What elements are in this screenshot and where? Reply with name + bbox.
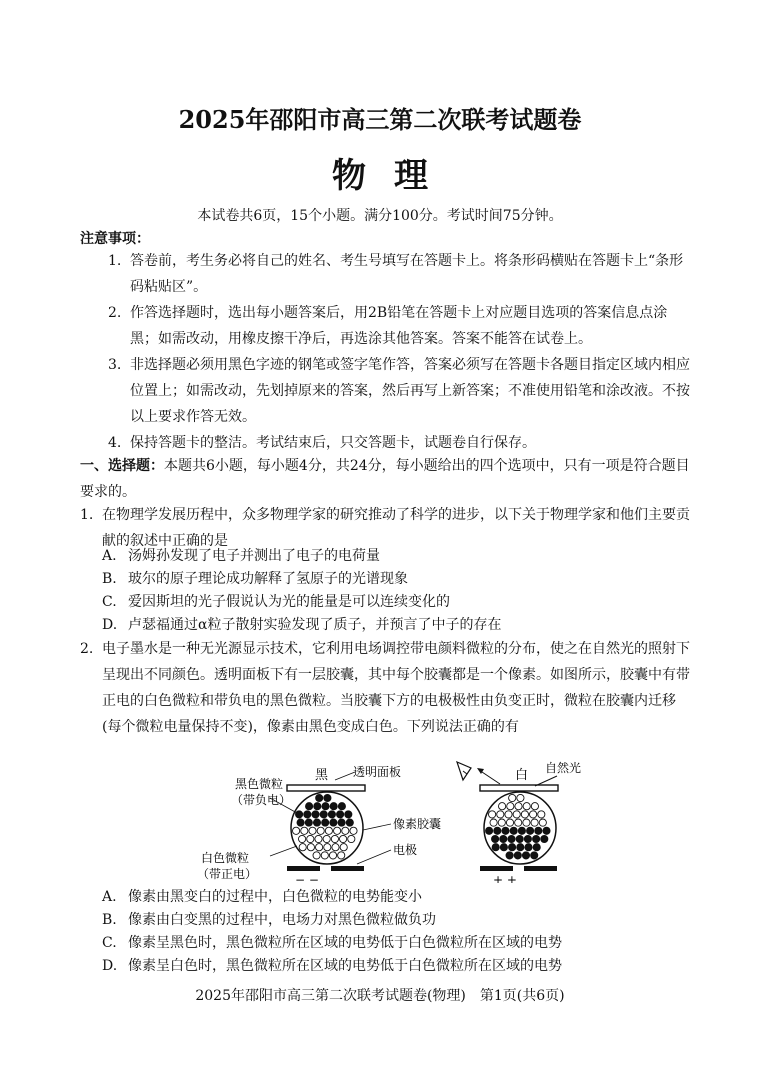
white-particle xyxy=(523,803,530,810)
e-ink-diagram xyxy=(195,758,635,883)
reflected-light-arrow xyxy=(479,770,500,784)
notice-text: 答卷前，考生务必将自己的姓名、考生号填写在答题卡上。将条形码横贴在答题卡上“条形码粘贴区”。 xyxy=(130,253,684,295)
black-particle-charge: （带负电） xyxy=(231,793,292,807)
notice-number: 3. xyxy=(108,357,122,373)
white-particle xyxy=(324,844,331,851)
black-particle xyxy=(533,844,540,851)
notice-item xyxy=(80,300,690,352)
exam-title: 2025年邵阳市高三第二次联考试题卷 xyxy=(178,105,582,134)
option-text: 像素呈白色时，黑色微粒所在区域的电势低于白色微粒所在区域的电势 xyxy=(128,958,562,974)
black-particle xyxy=(525,844,532,851)
light-label: 自然光 xyxy=(545,761,582,775)
black-particle xyxy=(322,819,329,826)
black-particle xyxy=(322,803,329,810)
left-panel xyxy=(287,785,365,791)
black-particle xyxy=(531,852,538,859)
right-electrode-2 xyxy=(524,866,557,871)
black-particle xyxy=(338,803,345,810)
white-particle xyxy=(531,803,538,810)
white-particle xyxy=(338,852,345,859)
question-stem: 在物理学发展历程中，众多物理学家的研究推动了科学的进步，以下关于物理学家和他们主要贡献的叙述中正确的是 xyxy=(102,507,690,549)
white-particle xyxy=(539,819,546,826)
black-particle xyxy=(494,827,501,834)
black-particle xyxy=(304,811,311,818)
black-particle xyxy=(330,803,337,810)
black-particle xyxy=(345,811,352,818)
white-particle xyxy=(315,835,322,842)
black-particle xyxy=(502,827,509,834)
white-particle xyxy=(489,811,496,818)
notice-text: 作答选择题时，选出每小题答案后，用2B铅笔在答题卡上对应题目选项的答案信息点涂黑；如需改动，用橡皮擦干净后，再选涂其他答案。答案不能答在试卷上。 xyxy=(130,305,668,347)
black-particle xyxy=(517,844,524,851)
black-particle xyxy=(492,835,499,842)
notice-list xyxy=(80,248,690,456)
white-particle xyxy=(350,827,357,834)
black-particle xyxy=(346,819,353,826)
notice-heading: 注意事项： xyxy=(80,231,150,247)
black-particle xyxy=(543,827,550,834)
white-particle xyxy=(531,819,538,826)
white-particle xyxy=(323,835,330,842)
panel-leader xyxy=(335,772,355,780)
right-white-particles xyxy=(489,794,547,826)
black-pixel-label: 黑 xyxy=(315,768,329,783)
exam-info: 本试卷共6页，15个小题。满分100分。考试时间75分钟。 xyxy=(197,208,563,224)
white-pixel-label: 白 xyxy=(515,768,529,783)
white-particle xyxy=(340,844,347,851)
black-particle xyxy=(338,819,345,826)
white-particle xyxy=(348,835,355,842)
white-particle xyxy=(505,811,512,818)
capsule-leader xyxy=(363,824,391,830)
black-particle xyxy=(522,852,529,859)
black-particle xyxy=(297,819,304,826)
electrode-label: 电极 xyxy=(393,843,418,857)
panel-label: 透明面板 xyxy=(353,765,402,779)
white-leader xyxy=(270,846,297,856)
white-particle xyxy=(521,811,528,818)
e-ink-figure xyxy=(195,758,635,883)
option-label: A. xyxy=(102,889,117,905)
black-particle xyxy=(509,844,516,851)
option-text: 玻尔的原子理论成功解释了氢原子的光谱现象 xyxy=(128,571,408,587)
white-particle xyxy=(293,827,300,834)
white-particle xyxy=(309,827,316,834)
question-stem: 电子墨水是一种无光源显示技术，它利用电场调控带电颜料微粒的分布，使之在自然光的照射下呈现出不同颜色。透明面板下有一层胶囊，其中每个胶囊都是一个像素。如图所示，胶囊中有带正电的白色微粒和带负电的黑色微粒。当胶囊下方的电极极性由负变正时，微粒在胶囊内迁移(每个微粒电量保持不变)，像素由黑色变成白色。下列说法正确的有 xyxy=(102,641,690,735)
white-particle xyxy=(506,819,513,826)
option-label: C. xyxy=(102,935,117,951)
black-particle xyxy=(306,803,313,810)
white-particle xyxy=(299,844,306,851)
black-particle xyxy=(296,811,303,818)
black-particle xyxy=(500,844,507,851)
black-particle xyxy=(312,811,319,818)
option-label: D. xyxy=(102,617,118,633)
white-particle xyxy=(301,827,308,834)
q1-option-d xyxy=(102,612,501,638)
page-footer: 2025年邵阳市高三第二次联考试题卷(物理) 第1页(共6页) xyxy=(195,988,565,1004)
white-particle xyxy=(325,827,332,834)
black-particle xyxy=(305,819,312,826)
black-particle xyxy=(527,827,534,834)
section-text: 本题共6小题，每小题4分，共24分，每小题给出的四个选项中，只有一项是符合题目要求的。 xyxy=(80,458,690,500)
white-particle xyxy=(523,819,530,826)
subject-title: 物理 xyxy=(332,156,456,196)
white-particle xyxy=(509,794,516,801)
white-particle xyxy=(498,819,505,826)
left-electrode-2 xyxy=(331,866,364,871)
question-number: 2. xyxy=(80,641,94,657)
white-particle xyxy=(307,844,314,851)
white-particle xyxy=(299,835,306,842)
option-label: B. xyxy=(102,912,117,928)
question-number: 1. xyxy=(80,507,94,523)
white-particle xyxy=(499,803,506,810)
white-particle xyxy=(515,803,522,810)
black-particle xyxy=(516,835,523,842)
black-particle xyxy=(337,811,344,818)
white-particle xyxy=(507,803,514,810)
white-particle xyxy=(497,811,504,818)
section-label: 一、选择题： xyxy=(80,458,164,474)
black-particle xyxy=(328,811,335,818)
option-label: A. xyxy=(102,548,117,564)
option-label: C. xyxy=(102,594,117,610)
option-text: 像素由黑变白的过程中，白色微粒的电势能变小 xyxy=(128,889,422,905)
q2-option-d xyxy=(102,953,562,979)
black-particle xyxy=(510,827,517,834)
white-particle xyxy=(334,827,341,834)
option-text: 爱因斯坦的光子假说认为光的能量是可以连续变化的 xyxy=(128,594,450,610)
white-particle-label: 白色微粒 xyxy=(201,851,250,865)
option-label: B. xyxy=(102,571,117,587)
right-electrode-sign: + + xyxy=(493,873,517,883)
notice-number: 1. xyxy=(108,253,122,269)
option-text: 汤姆孙发现了电子并测出了电子的电荷量 xyxy=(128,548,380,564)
capsule-label: 像素胶囊 xyxy=(393,817,442,831)
black-particle xyxy=(314,803,321,810)
white-particle xyxy=(313,852,320,859)
white-particle-charge: （带正电） xyxy=(197,867,258,881)
white-particle xyxy=(513,811,520,818)
left-black-particles xyxy=(296,794,354,826)
left-electrode-sign: − − xyxy=(295,873,319,883)
white-particle xyxy=(517,794,524,801)
notice-text: 非选择题必须用黑色字迹的钢笔或签字笔作答，答案必须写在答题卡各题目指定区域内相应位置上；如需改动，先划掉原来的答案，然后再写上新答案；不准使用铅笔和涂改液。不按以上要求作答无效。 xyxy=(130,357,690,425)
black-particle xyxy=(324,794,331,801)
section-heading xyxy=(80,453,690,505)
black-particle-label: 黑色微粒 xyxy=(235,777,284,791)
white-particle xyxy=(340,835,347,842)
left-electrode-1 xyxy=(287,866,320,871)
black-particle xyxy=(313,819,320,826)
black-particle xyxy=(330,819,337,826)
notice-item xyxy=(80,352,690,430)
option-text: 卢瑟福通过α粒子散射实验发现了质子，并预言了中子的存在 xyxy=(128,617,502,633)
eye-icon xyxy=(457,762,471,780)
black-particle xyxy=(541,835,548,842)
white-particle xyxy=(538,811,545,818)
white-particle xyxy=(316,844,323,851)
black-particle xyxy=(518,827,525,834)
black-particle xyxy=(533,835,540,842)
black-particle xyxy=(514,852,521,859)
right-electrode-1 xyxy=(480,866,513,871)
black-particle xyxy=(500,835,507,842)
white-particle xyxy=(490,819,497,826)
white-particle xyxy=(321,852,328,859)
white-particle xyxy=(307,835,314,842)
black-particle xyxy=(506,852,513,859)
question-2 xyxy=(80,636,690,740)
white-particle xyxy=(515,819,522,826)
white-particle xyxy=(342,827,349,834)
eye-mark xyxy=(463,771,467,774)
electrode-leader xyxy=(357,850,391,864)
black-particle xyxy=(492,844,499,851)
option-text: 像素呈黑色时，黑色微粒所在区域的电势低于白色微粒所在区域的电势 xyxy=(128,935,562,951)
black-particle xyxy=(320,811,327,818)
right-panel xyxy=(480,785,558,791)
white-particle xyxy=(331,835,338,842)
notice-item xyxy=(80,248,690,300)
notice-text: 保持答题卡的整洁。考试结束后，只交答题卡，试题卷自行保存。 xyxy=(130,435,536,451)
black-particle xyxy=(316,794,323,801)
notice-number: 2. xyxy=(108,305,122,321)
option-label: D. xyxy=(102,958,118,974)
white-particle xyxy=(530,811,537,818)
black-particle xyxy=(508,835,515,842)
white-particle xyxy=(332,844,339,851)
black-particle xyxy=(486,827,493,834)
white-particle xyxy=(329,852,336,859)
notice-number: 4. xyxy=(108,435,122,451)
black-particle xyxy=(535,827,542,834)
black-particle xyxy=(524,835,531,842)
white-particle xyxy=(317,827,324,834)
option-text: 像素由白变黑的过程中，电场力对黑色微粒做负功 xyxy=(128,912,436,928)
